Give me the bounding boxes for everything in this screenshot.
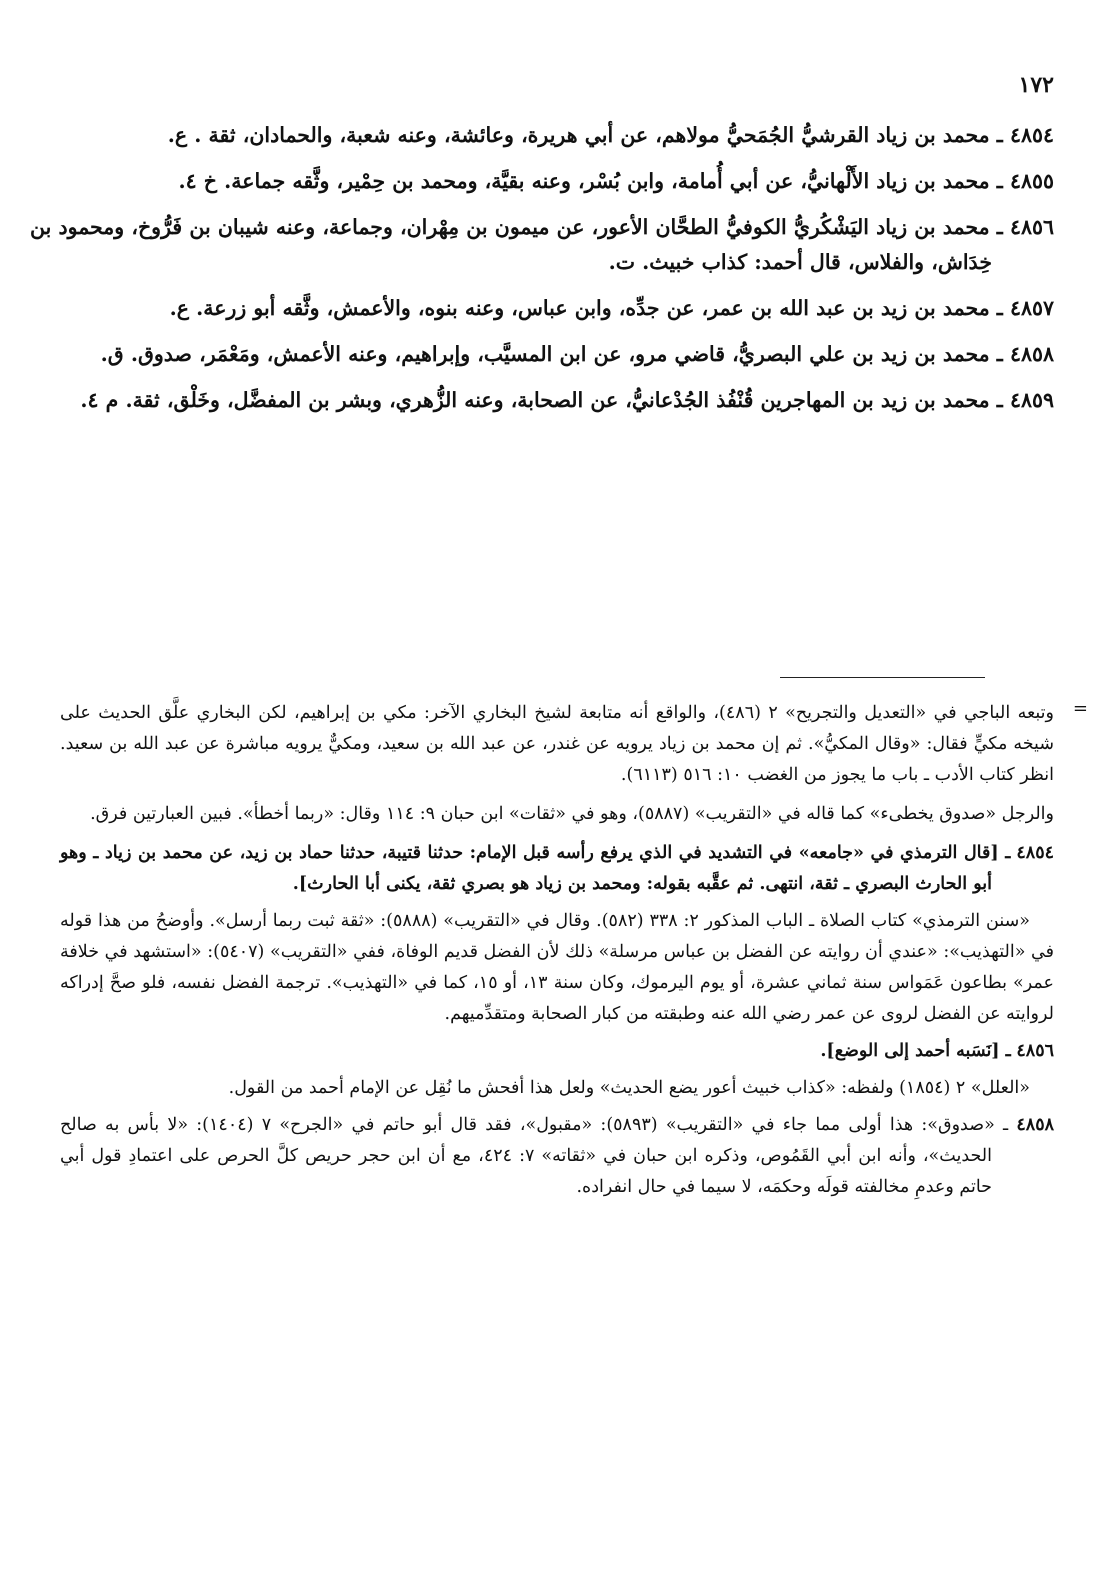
entry-4855: [30, 164, 1054, 199]
entry-number: ٤٨٥٩: [1009, 388, 1054, 412]
entry-number: ٤٨٥٦: [1009, 215, 1054, 239]
footnote-head: ـ «صدوق»: هذا أولى مما جاء في «التقريب» (٥٨٩٣): «مقبول»، فقد قال أبو حاتم في «الجرح» ٧ (١٤٠٤): «لا بأس به صالح الحديث»، وأنه ابن أبي القَمُوص، وذكره ابن حبان في «ثقاته» ٧: ٤٢٤، مع أن ابن حجر حريص كلَّ الحرص على اعتمادِ قول أبي حاتم وعدمِ مخالفته قولَه وحكمَه، لا سيما في حال انفراده.: [60, 1115, 1009, 1197]
footnotes: [60, 698, 1088, 1209]
entry-4854: [30, 118, 1054, 153]
footnote-body: «سنن الترمذي» كتاب الصلاة ـ الباب المذكور ٢: ٣٣٨ (٥٨٢). وقال في «التقريب» (٥٨٨٨): «ثقة ثبت ربما أرسل». وأوضحُ من هذا قوله في «التهذيب»: «عندي أن روايته عن الفضل بن عباس مرسلة» ذلك لأن الفضل قديم الوفاة، ففي «التقريب» (٥٤٠٧): «استشهد في خلافة عمر» بطاعون عَمَواس سنة ثماني عشرة، أو يوم اليرموك، وكان سنة ١٣، أو ١٥، كما في «التهذيب». ترجمة الفضل نفسه، فلو صحَّ إدراكه لروايته عن الفضل لروى عن عمر رضي الله عنه وطبقته من كبار الصحابة ومتقدِّميهم.: [60, 911, 1054, 1024]
entry-text: ـ محمد بن زيد بن المهاجرين قُنْفُذ الجُدْعانيُّ، عن الصحابة، وعنه الزُّهري، وبشر بن المفضَّل، وخَلْق، ثقة. م ٤.: [80, 388, 1003, 412]
entry-4857: [30, 291, 1054, 326]
main-text: [30, 118, 1054, 429]
entry-number: ٤٨٥٥: [1009, 169, 1054, 193]
entry-number: ٤٨٥٨: [1009, 342, 1054, 366]
footnote-body: «العلل» ٢ (١٨٥٤) ولفظه: «كذاب خبيث أعور يضع الحديث» ولعل هذا أفحش ما نُقِل عن الإمام أحمد من القول.: [228, 1078, 1030, 1098]
footnote-paragraph: وتبعه الباجي في «التعديل والتجريح» ٢ (٤٨٦)، والواقع أنه متابعة لشيخ البخاري الآخر: مكي بن إبراهيم، لكن البخاري علَّق الحديث على شيخه مكيٍّ فقال: «وقال المكيُّ». ثم إن محمد بن زياد يرويه عن غندر، عن عبد الله بن سعيد، ومكيٌّ يرويه مباشرة عن عبد الله بن سعيد. انظر كتاب الأدب ـ باب ما يجوز من الغضب ١٠: ٥١٦ (٦١١٣).: [60, 703, 1055, 785]
entry-4858: [30, 337, 1054, 372]
continued-footnote: [60, 698, 1088, 830]
footnote-head: ـ [قال الترمذي في «جامعه» في التشديد في الذي يرفع رأسه قبل الإمام: حدثنا قتيبة، حدثنا حماد بن زيد، عن محمد بن زياد ـ وهو أبو الحارث البصري ـ ثقة، انتهى. ثم عقَّبه بقوله: ومحمد بن زياد هو بصري ثقة، يكنى أبا الحارث].: [60, 843, 1011, 894]
footnote-4854: [60, 838, 1054, 1030]
entry-text: ـ محمد بن زيد بن عبد الله بن عمر، عن جدِّه، وابن عباس، وعنه بنوه، والأعمش، وثَّقه أبو زرعة. ع.: [169, 296, 1003, 320]
entry-text: ـ محمد بن زياد القرشيُّ الجُمَحيُّ مولاهم، عن أبي هريرة، وعائشة، وعنه شعبة، والحمادان، ثقة . ع.: [167, 123, 1003, 147]
footnote-4858: [60, 1110, 1054, 1203]
footnote-paragraph: والرجل «صدوق يخطىء» كما قاله في «التقريب» (٥٨٨٧)، وهو في «ثقات» ابن حبان ٩: ١١٤ وقال: «ربما أخطأ». فبين العبارتين فرق.: [90, 804, 1054, 824]
entry-4856: [30, 210, 1054, 280]
entry-text: ـ محمد بن زيد بن علي البصريُّ، قاضي مرو، عن ابن المسيَّب، وإبراهيم، وعنه الأعمش، ومَعْمَر، صدوق. ق.: [100, 342, 1003, 366]
entry-text: ـ محمد بن زياد اليَشْكُريُّ الكوفيُّ الطحَّان الأعور، عن ميمون بن مِهْران، وجماعة، وعنه شيبان بن فَرُّوخ، ومحمود بن خِدَاش، والفلاس، قال أحمد: كذاب خبيث. ت.: [30, 215, 1003, 274]
footnote-separator: [780, 677, 985, 678]
entry-text: ـ محمد بن زياد الأَلْهانيُّ، عن أبي أُمامة، وابن بُسْر، وعنه بقيَّة، ومحمد بن حِمْير، وثَّقه جماعة. خ ٤.: [178, 169, 1003, 193]
page-number: ١٧٢: [1018, 72, 1054, 98]
footnote-number: ٤٨٥٨: [1016, 1115, 1054, 1135]
entry-4859: [30, 383, 1054, 418]
footnote-number: ٤٨٥٤: [1016, 843, 1054, 863]
footnote-head: ـ [نَسَبه أحمد إلى الوضع].: [820, 1041, 1011, 1061]
entry-number: ٤٨٥٤: [1009, 123, 1054, 147]
continuation-mark: =: [1072, 698, 1088, 719]
footnote-number: ٤٨٥٦: [1016, 1041, 1054, 1061]
footnote-4856: [60, 1036, 1054, 1104]
entry-number: ٤٨٥٧: [1009, 296, 1054, 320]
